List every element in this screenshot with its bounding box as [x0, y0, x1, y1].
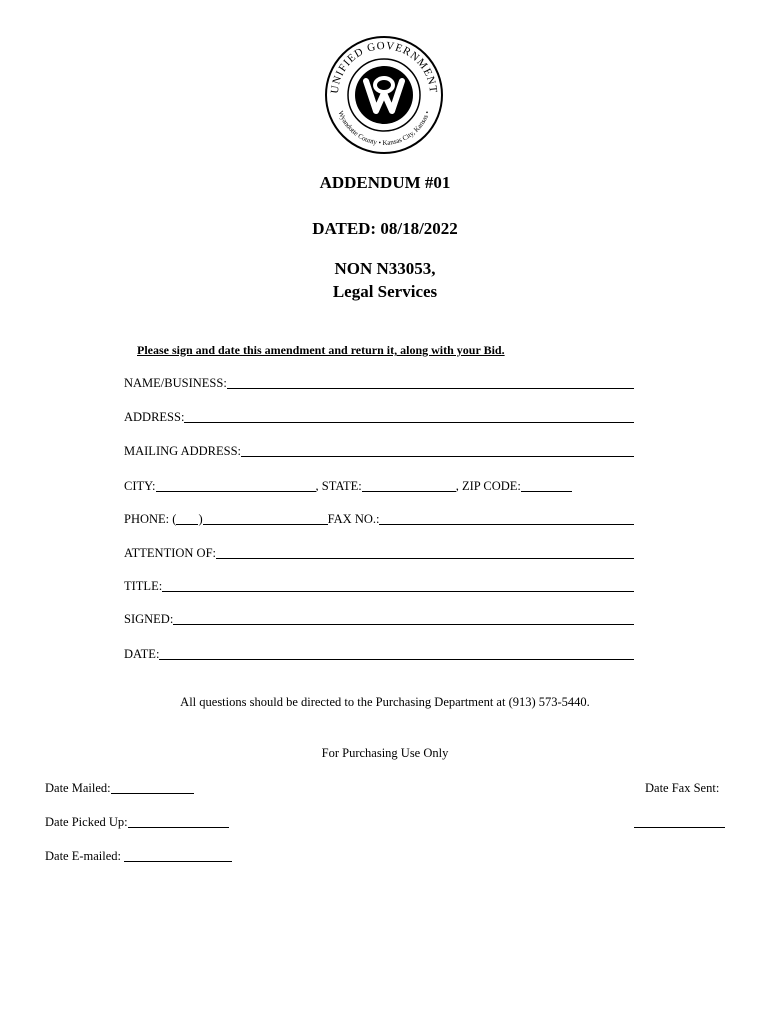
- name-business-field[interactable]: [227, 375, 634, 389]
- city-state-zip-row: [124, 476, 590, 494]
- date-picked-up-label: Date Picked Up:: [45, 815, 128, 829]
- date-fax-sent-row: [645, 778, 719, 796]
- date-emailed-label: Date E-mailed:: [45, 849, 125, 863]
- questions-note: All questions should be directed to the Purchasing Department at (913) 573-5440.: [180, 695, 590, 709]
- date-fax-sent-field[interactable]: [634, 814, 725, 828]
- signed-field[interactable]: [173, 611, 634, 625]
- instruction-text: Please sign and date this amendment and return it, along with your Bid.: [137, 343, 505, 357]
- date-emailed-field[interactable]: [124, 848, 232, 862]
- date-mailed-field[interactable]: [111, 780, 194, 794]
- date-mailed-label: Date Mailed:: [45, 781, 111, 795]
- state-field[interactable]: [362, 478, 456, 492]
- signed-row: [124, 609, 634, 627]
- date-emailed-row: [45, 846, 232, 864]
- phone-label: PHONE: (: [124, 512, 177, 526]
- seal-bottom-text: Wyandotte County • Kansas City, Kansas •: [336, 109, 432, 148]
- zip-field[interactable]: [521, 478, 572, 492]
- phone-area-code-field[interactable]: [176, 511, 198, 525]
- city-field[interactable]: [156, 478, 316, 492]
- phone-paren-close: ): [198, 512, 203, 526]
- title-field[interactable]: [162, 578, 634, 592]
- mailing-address-field[interactable]: [241, 443, 634, 457]
- date-field[interactable]: [159, 646, 634, 660]
- zip-label: , ZIP CODE:: [455, 479, 521, 493]
- date-row: [124, 644, 634, 662]
- address-label: ADDRESS:: [124, 410, 185, 424]
- attention-label: ATTENTION OF:: [124, 546, 217, 560]
- dated-line: DATED: 08/18/2022: [312, 219, 458, 238]
- unified-government-seal: [324, 35, 444, 155]
- city-label: CITY:: [124, 479, 156, 493]
- addendum-title: ADDENDUM #01: [319, 173, 451, 192]
- seal-top-text: UNIFIED GOVERNMENT: [328, 39, 440, 95]
- name-business-row: [124, 373, 634, 391]
- date-fax-sent-label: Date Fax Sent:: [645, 781, 720, 795]
- state-label: , STATE:: [315, 479, 362, 493]
- fax-field[interactable]: [379, 511, 634, 525]
- attention-row: [124, 543, 634, 561]
- title-label: TITLE:: [124, 579, 163, 593]
- phone-number-field[interactable]: [203, 511, 328, 525]
- signed-label: SIGNED:: [124, 612, 174, 626]
- date-label: DATE:: [124, 647, 160, 661]
- subject-line: Legal Services: [332, 282, 438, 301]
- mailing-address-label: MAILING ADDRESS:: [124, 444, 242, 458]
- date-fax-sent-row-2: [634, 812, 725, 830]
- fax-label: FAX NO.:: [327, 512, 380, 526]
- name-business-label: NAME/BUSINESS:: [124, 376, 227, 390]
- mailing-address-row: [124, 441, 634, 459]
- address-field[interactable]: [184, 409, 634, 423]
- date-picked-up-row: [45, 812, 229, 830]
- address-row: [124, 407, 634, 425]
- date-mailed-row: [45, 778, 194, 796]
- phone-fax-row: [124, 509, 634, 527]
- title-row: [124, 576, 634, 594]
- non-number: NON N33053,: [334, 259, 436, 278]
- attention-field[interactable]: [216, 545, 634, 559]
- date-picked-up-field[interactable]: [128, 814, 229, 828]
- purchasing-heading: For Purchasing Use Only: [321, 746, 449, 760]
